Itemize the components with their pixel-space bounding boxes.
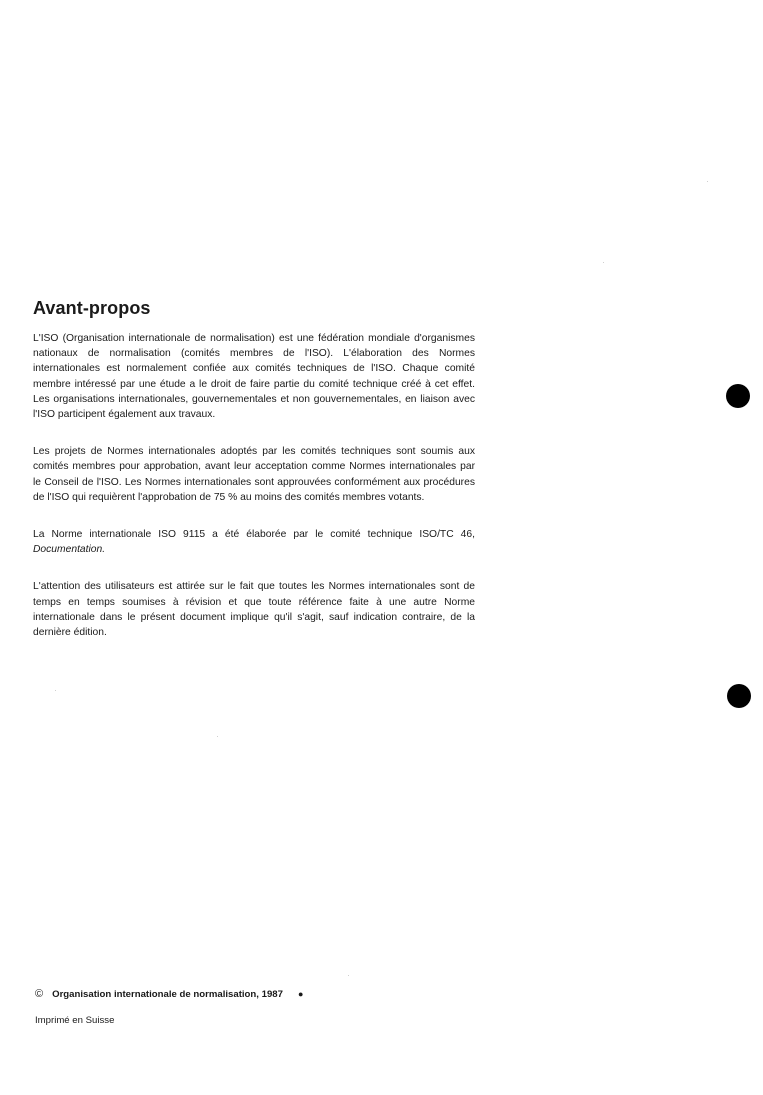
scan-speck	[707, 181, 708, 182]
paragraph-approval: Les projets de Normes internationales adoptés par les comités techniques sont soumis aux comités membres pour approbation, avant leur acceptation comme Normes internationales par le Conseil de l'ISO. Les Normes internationales sont approuvées conformément aux procédures de l'ISO qui requièrent l'approbation de 75 % au moins des comités membres votants.	[33, 446, 475, 503]
scan-speck	[348, 975, 349, 976]
committee-title: Documentation.	[33, 544, 106, 556]
punch-hole-icon	[726, 384, 750, 408]
copyright-text: Organisation internationale de normalisation, 1987	[52, 988, 283, 1000]
page-title: Avant-propos	[33, 298, 151, 318]
scan-speck	[217, 736, 218, 737]
bullet-icon: ●	[297, 989, 304, 999]
paragraph-standard-origin	[33, 527, 475, 557]
scan-speck	[603, 262, 604, 263]
punch-hole-icon	[727, 684, 751, 708]
printed-in-text: Imprimé en Suisse	[35, 1015, 115, 1026]
copyright-line	[35, 988, 303, 1000]
scan-speck	[55, 690, 56, 691]
foreword-body	[33, 331, 475, 662]
paragraph-iso-intro: L'ISO (Organisation internationale de normalisation) est une fédération mondiale d'organismes nationaux de normalisation (comités membres de l'ISO). L'élaboration des Normes internationales est normalement confiée aux comités techniques de l'ISO. Chaque comité membre intéressé par une étude a le droit de faire partie du comité technique créé à cet effet. Les organisations internationales, gouvernementales et non gouvernementales, en liaison avec l'ISO participent également aux travaux.	[33, 333, 475, 421]
copyright-icon: ©	[35, 988, 44, 1000]
paragraph-revision-notice: L'attention des utilisateurs est attirée sur le fait que toutes les Normes internationales sont de temps en temps soumises à révision et que toute référence faite à une autre Norme internationale dans le présent document implique qu'il s'agit, sauf indication contraire, de la dernière édition.	[33, 581, 475, 639]
paragraph-standard-origin-text: La Norme internationale ISO 9115 a été élaborée par le comité technique ISO/TC 46,	[33, 529, 475, 541]
